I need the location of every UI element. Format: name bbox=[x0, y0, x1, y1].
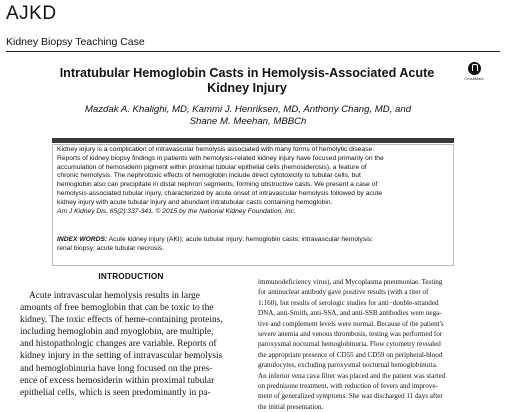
body-line: Acute intravascular hemolysis results in large bbox=[29, 291, 200, 301]
body-line: DNA, anti-Smith, anti-SSA, and anti-SSB antibodies were nega- bbox=[258, 309, 442, 318]
abstract-line: accumulation of hemosiderin pigment within proximal tubular epithelial cells (hemosiderosis), a feature of bbox=[57, 163, 367, 171]
crossmark-label: CrossMark bbox=[464, 76, 484, 81]
case-report-column bbox=[258, 277, 498, 412]
body-line: for antinuclear antibody gave positive results (with a titer of bbox=[258, 288, 429, 297]
body-line: on prednisone treatment, with reduction of fevers and improve- bbox=[258, 382, 438, 391]
abstract-line: kidney injury with acute tubular injury and abundant intratubular casts containing hemoglobin. bbox=[57, 198, 333, 206]
crossmark-badge[interactable] bbox=[460, 62, 488, 81]
body-line: including hemoglobin and myoglobin, are multiple, bbox=[20, 327, 214, 338]
body-line: the appropriate presence of CD55 and CD59 on peripheral-blood bbox=[258, 350, 443, 359]
body-line: An inferior vena cava filter was placed and the patient was started bbox=[258, 371, 446, 380]
body-line: tive and complement levels were normal. Because of the patient's bbox=[258, 319, 444, 328]
abstract-line: hemoglobin also can precipitate in distal nephron segments, forming obstructive casts. We present a case of bbox=[57, 181, 378, 189]
header-rule bbox=[6, 51, 500, 52]
body-line: kidney. The toxic effects of heme-containing proteins, bbox=[20, 315, 223, 326]
author-list bbox=[70, 104, 426, 128]
index-words bbox=[57, 236, 449, 254]
abstract-line: Reports of kidney biopsy findings in patients with hemolysis-related kidney injury have focused primarily on the bbox=[57, 154, 384, 162]
body-line: epithelial cells, which is seen predominantly in pa- bbox=[20, 387, 211, 398]
keywords-line bbox=[57, 236, 449, 245]
introduction-body bbox=[20, 290, 242, 399]
abstract-citation: Am J Kidney Dis. 65(2):337-341. © 2015 by the National Kidney Foundation, Inc. bbox=[57, 207, 296, 215]
keywords-label: INDEX WORDS: bbox=[57, 236, 108, 243]
body-line: ment of generalized symptoms. She was discharged 11 days after bbox=[258, 392, 443, 401]
abstract-divider bbox=[52, 138, 454, 143]
body-line: and histopathologic changes are variable. Reports of bbox=[20, 339, 217, 350]
body-line: 1:160), but results of serologic studies for anti−double-stranded bbox=[258, 298, 439, 307]
abstract-line: Kidney injury is a complication of intravascular hemolysis associated with many forms of hemolytic disease. bbox=[57, 146, 375, 153]
abstract-line: hemolysis-associated tubular injury, characterized by acute onset of intravascular hemolysis followed by acute bbox=[57, 189, 383, 197]
body-line: paroxysmal nocturnal hemoglobinuria. Flow cytometry revealed bbox=[258, 340, 441, 349]
body-line: immunodeficiency virus), and Mycoplasma pneumoniae. Testing bbox=[258, 278, 443, 286]
title-line: Kidney Injury bbox=[207, 81, 287, 95]
title-line: Intratubular Hemoglobin Casts in Hemolysis-Associated Acute bbox=[59, 66, 435, 80]
body-line: granulocytes, excluding paroxysmal nocturnal hemoglobinuria. bbox=[258, 361, 438, 370]
introduction-heading: INTRODUCTION bbox=[98, 272, 164, 281]
body-line: severe anemia and venous thrombosis, testing was performed for bbox=[258, 330, 443, 339]
introduction-column bbox=[20, 272, 242, 399]
abstract-line: chronic hemolysis. The nephrotoxic effects of hemoglobin include direct cytotoxicity to tubular cells, but bbox=[57, 172, 361, 180]
body-line: and hemoglobinuria have long focused on the pres- bbox=[20, 363, 213, 374]
body-line: amounts of free hemoglobin that can be toxic to the bbox=[20, 303, 214, 314]
article-title bbox=[52, 66, 442, 96]
section-label: Kidney Biopsy Teaching Case bbox=[6, 36, 145, 48]
keywords-line: renal biopsy; acute tubular necrosis. bbox=[57, 244, 165, 252]
keywords-text: Acute kidney injury (AKI); acute tubular injury; hemoglobin casts; intravascular hemolysis; bbox=[107, 236, 373, 243]
body-line: ence of excess hemosiderin within proximal tubular bbox=[20, 375, 215, 386]
abstract-text bbox=[57, 146, 449, 216]
journal-name: AJKD bbox=[6, 3, 57, 24]
body-line: kidney injury in the setting of intravascular hemolysis bbox=[20, 351, 223, 362]
author-line: Shane M. Meehan, MBBCh bbox=[189, 116, 307, 127]
author-line: Mazdak A. Khalighi, MD, Kammi J. Henriksen, MD, Anthony Chang, MD, and bbox=[84, 104, 412, 115]
crossmark-icon[interactable] bbox=[468, 62, 481, 75]
body-line: the initial presentation. bbox=[258, 402, 324, 411]
